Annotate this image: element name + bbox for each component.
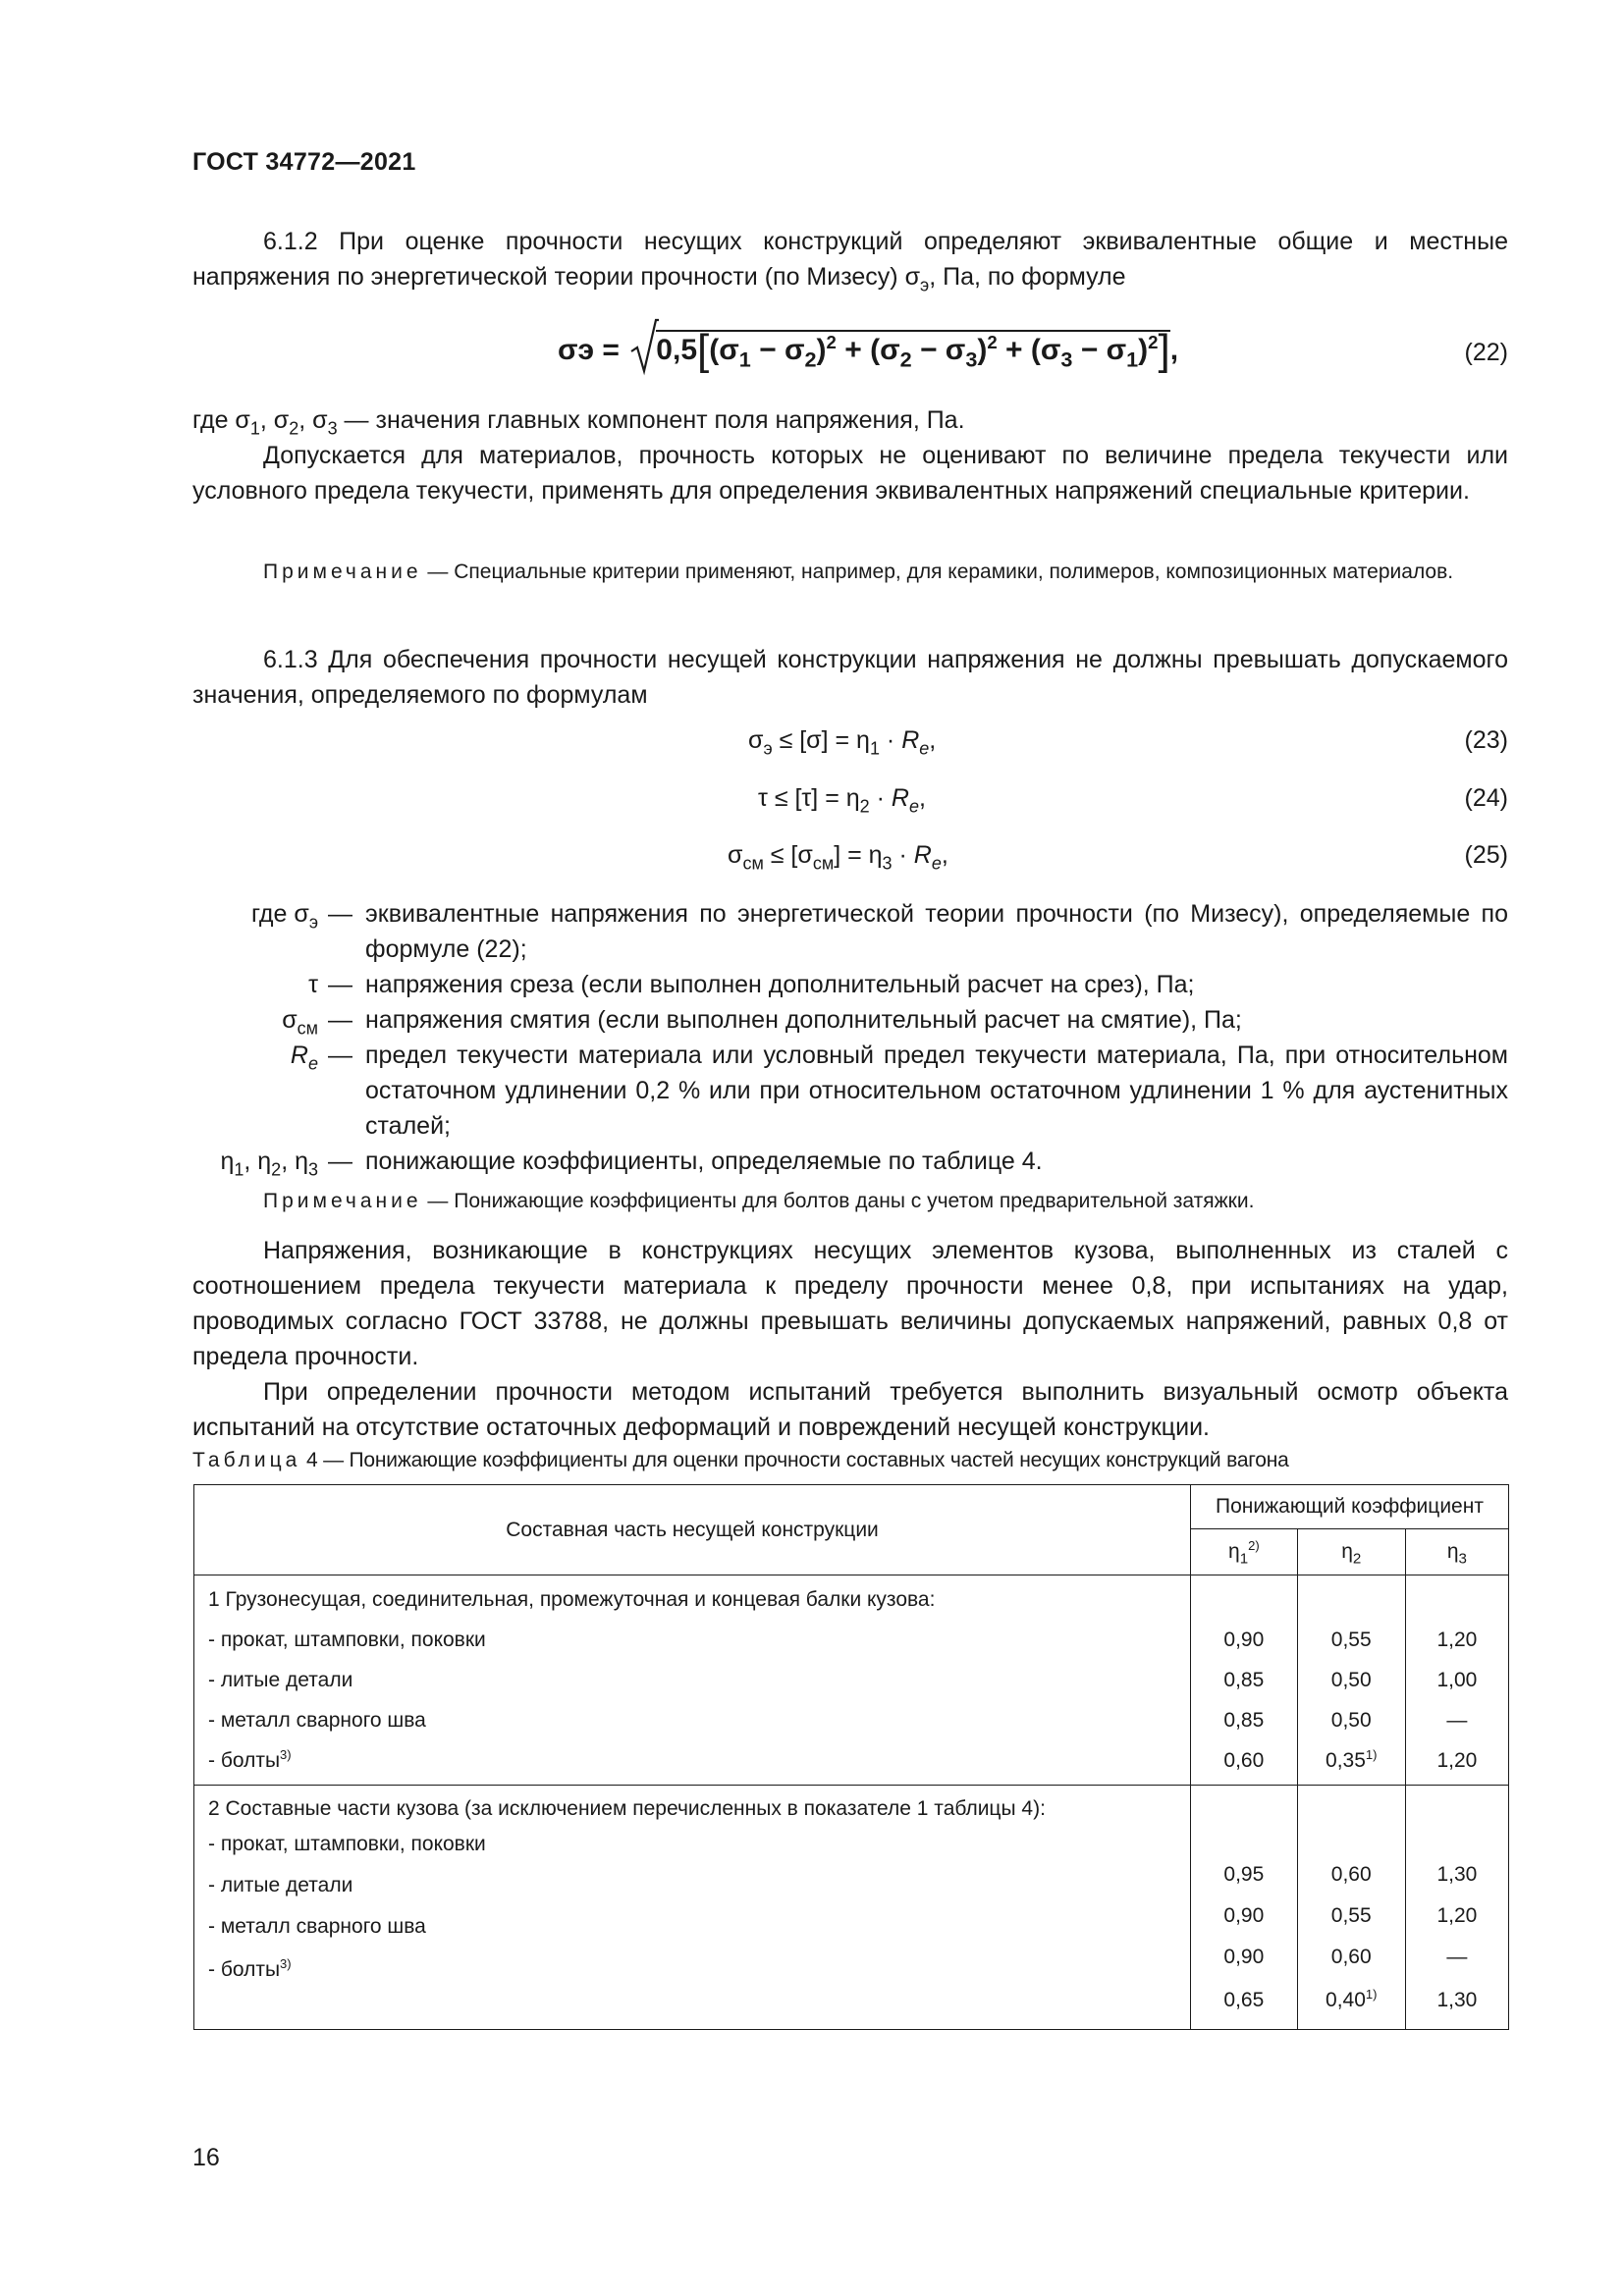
- cell-value: 1,20: [1436, 1904, 1478, 1927]
- footnote-mark: 1): [1365, 1987, 1378, 2002]
- table-row-name: - металл сварного шва: [208, 1709, 426, 1732]
- formula-25-number: (25): [1464, 841, 1508, 869]
- group-title: 1 Грузонесущая, соединительная, промежуточная и концевая балки кузова:: [208, 1588, 936, 1611]
- cell-value: 0,90: [1223, 1904, 1265, 1927]
- note-1: [192, 556, 1508, 588]
- paragraph-impact-stress: Напряжения, возникающие в конструкциях несущих элементов кузова, выполненных из сталей с соотношением предела текучести материала к пределу прочности менее 0,8, при испытаниях на удар, проводимых согласно ГОСТ 33788, не должны превышать величины допускаемых напряжений, равных 0,8 от предела прочности.: [192, 1237, 1508, 1370]
- note-text: — Понижающие коэффициенты для болтов даны с учетом предварительной затяжки.: [427, 1190, 1255, 1212]
- note-label: Примечание: [263, 561, 422, 583]
- formula-23: $\sigma_э \le [\sigma] = \eta_1 \cdot R_e$,: [748, 726, 937, 759]
- note-label: Примечание: [263, 1190, 422, 1212]
- cell-value: 0,90: [1223, 1946, 1265, 1968]
- table-caption-text: 4 — Понижающие коэффициенты для оценки прочности составных частей несущих конструкций вагона: [305, 1449, 1289, 1471]
- cell-value: 0,50: [1330, 1669, 1372, 1691]
- table-group-row: [194, 1786, 1509, 2030]
- definitions-list: [0, 896, 1624, 1191]
- definition-text-sigma-cm: напряжения смятия (если выполнен дополнительный расчет на смятие), Па;: [365, 1006, 1242, 1034]
- definition-text-tau: напряжения среза (если выполнен дополнительный расчет на срез), Па;: [365, 971, 1195, 998]
- definition-symbol-re: $R_e$: [290, 1041, 318, 1074]
- table-row-name: [208, 1948, 1190, 1993]
- eta1-footnote: 2): [1248, 1538, 1260, 1554]
- radical-sign-icon: [629, 318, 659, 377]
- formula-22-term3: $(\sigma_3 - \sigma_1)$: [1030, 334, 1149, 372]
- table-row-name: - литые детали: [208, 1669, 353, 1691]
- formula-25: $\sigma_{см} \le [\sigma_{см}] = \eta_3 \cdot R_e$,: [728, 841, 948, 874]
- cell-value: —: [1446, 1709, 1468, 1732]
- row-label: - болты: [208, 1749, 281, 1772]
- cell-value: [1298, 1978, 1405, 2023]
- table-caption-label: Таблица: [192, 1449, 301, 1471]
- cell-value: 1,30: [1436, 1863, 1478, 1886]
- cell-value: 0,85: [1223, 1709, 1265, 1732]
- formula-22-term2: $(\sigma_2 - \sigma_3)$: [870, 334, 988, 372]
- cell-value: —: [1446, 1946, 1468, 1968]
- formula-22-term1: $(\sigma_1 - \sigma_2)$: [709, 334, 827, 372]
- group-2-eta1: [1191, 1786, 1298, 2030]
- header-eta3: $\eta_3$: [1405, 1529, 1508, 1575]
- plus-sign: +: [1005, 334, 1023, 366]
- definition-text-re: предел текучести материала или условный предел текучести материала, Па, при относительном остаточном удлинении 0,2 % или при относительном остаточном удлинении 1 % для аустенитных сталей;: [365, 1041, 1508, 1140]
- table-row-name: - литые детали: [208, 1874, 353, 1896]
- header-eta2: $\eta_2$: [1297, 1529, 1405, 1575]
- header-part: Составная часть несущей конструкции: [194, 1485, 1191, 1575]
- exponent: 2: [1148, 331, 1159, 352]
- page-number: 16: [192, 2144, 220, 2171]
- footnote-mark: 3): [280, 1747, 292, 1763]
- cell-value: 0,90: [1223, 1629, 1265, 1651]
- definition-principal-stresses: [192, 402, 1508, 438]
- cell-value: 0,55: [1330, 1904, 1372, 1927]
- cell-value: 1,20: [1436, 1749, 1478, 1772]
- paragraph-6-1-2: 6.1.2 При оценке прочности несущих конструкций определяют эквивалентные общие и местные напряжения по энергетической теории прочности (по Мизесу) $\sigma_э$, Па, по формуле: [192, 228, 1508, 295]
- group-2-cell: [194, 1786, 1191, 2030]
- cell-value: 0,95: [1223, 1863, 1265, 1886]
- note-2: [192, 1185, 1508, 1217]
- definition-dash: —: [328, 971, 352, 998]
- header-eta1: [1191, 1529, 1298, 1575]
- definition-dash: —: [328, 900, 352, 928]
- definition-symbol-sigma-cm: $\sigma_{см}$: [282, 1006, 318, 1039]
- table-row-name: - прокат, штамповки, поковки: [208, 1629, 486, 1651]
- formula-22-number: (22): [1464, 339, 1508, 366]
- exponent: 2: [987, 331, 998, 352]
- paragraph-allowed-criteria: Допускается для материалов, прочность которых не оценивают по величине предела текучести или условного предела текучести, применять для определения эквивалентных напряжений специальные критерии.: [192, 442, 1508, 505]
- definition-symbol-tau: τ: [308, 971, 318, 998]
- definition-dash: —: [328, 1041, 352, 1069]
- paragraph-visual-inspection: При определении прочности методом испытаний требуется выполнить визуальный осмотр объекта испытаний на отсутствие остаточных деформаций и повреждений несущей конструкции.: [192, 1378, 1508, 1441]
- footnote-mark: 3): [280, 1956, 292, 1972]
- definition-symbol-eta: $\eta_1$, $\eta_2$, $\eta_3$: [220, 1148, 318, 1180]
- cell-value: [1298, 1740, 1405, 1781]
- exponent: 2: [826, 331, 837, 352]
- cell-value: 1,20: [1436, 1629, 1478, 1651]
- table-group-row: [194, 1575, 1509, 1786]
- eta1-label: $\eta_1$: [1228, 1540, 1249, 1568]
- definition-dash: —: [344, 406, 369, 434]
- formula-23-number: (23): [1464, 726, 1508, 754]
- row-label: - болты: [208, 1958, 281, 1981]
- cell-value: 0,60: [1330, 1946, 1372, 1968]
- definition-symbol-sigma-e: где $\sigma_э$: [250, 900, 318, 933]
- cell-value: 1,30: [1436, 1989, 1478, 2011]
- cell-value: 0,60: [1223, 1749, 1265, 1772]
- definition-text-eta: понижающие коэффициенты, определяемые по таблице 4.: [365, 1148, 1043, 1175]
- value: 0,40: [1326, 1989, 1366, 2011]
- group-1-eta1: [1191, 1575, 1298, 1786]
- table-caption: [192, 1449, 1508, 1472]
- value: 0,35: [1326, 1749, 1366, 1772]
- group-title: 2 Составные части кузова (за исключением перечисленных в показателе 1 таблицы 4):: [208, 1797, 1046, 1820]
- group-2-eta2: [1297, 1786, 1405, 2030]
- table-row-name: - металл сварного шва: [208, 1915, 426, 1938]
- table-row-name: [208, 1740, 1190, 1781]
- table-header-row: [194, 1485, 1509, 1529]
- definition-dash: —: [328, 1006, 352, 1034]
- cell-value: 0,60: [1330, 1863, 1372, 1886]
- document-header: ГОСТ 34772—2021: [192, 148, 416, 176]
- plus-sign: +: [844, 334, 862, 366]
- group-1-cell: [194, 1575, 1191, 1786]
- group-1-eta3: [1405, 1575, 1508, 1786]
- formula-22-comma: ,: [1169, 334, 1179, 366]
- note-text: — Специальные критерии применяют, например, для керамики, полимеров, композиционных материалов.: [427, 561, 1454, 583]
- formula-22-coef: 0,5: [656, 334, 698, 366]
- header-coefficient: Понижающий коэффициент: [1191, 1485, 1509, 1529]
- formula-24: $\tau \le [\tau] = \eta_2 \cdot R_e$,: [758, 784, 926, 817]
- paragraph-6-1-3: 6.1.3 Для обеспечения прочности несущей конструкции напряжения не должны превышать допускаемого значения, определяемого по формулам: [192, 646, 1508, 709]
- group-1-eta2: [1297, 1575, 1405, 1786]
- definition-dash: —: [328, 1148, 352, 1175]
- formula-22: $\sigma э = 0,5[(\sigma_1 - \sigma_2)^2 + (\sigma_2 - \sigma_3)^2 + (\sigma_3 - \sigma_1)^2]$,: [558, 318, 1178, 377]
- group-2-eta3: [1405, 1786, 1508, 2030]
- definition-text: значения главных компонент поля напряжения, Па.: [375, 406, 965, 434]
- definition-text-sigma-e: эквивалентные напряжения по энергетической теории прочности (по Мизесу), определяемые по формуле (22);: [365, 900, 1508, 963]
- cell-value: 0,85: [1223, 1669, 1265, 1691]
- footnote-mark: 1): [1365, 1747, 1378, 1763]
- cell-value: 1,00: [1436, 1669, 1478, 1691]
- cell-value: 0,50: [1330, 1709, 1372, 1732]
- cell-value: 0,65: [1223, 1989, 1265, 2011]
- formula-24-number: (24): [1464, 784, 1508, 812]
- reduction-coefficients-table: [193, 1484, 1509, 2030]
- definition-symbol: где $\sigma_1$, $\sigma_2$, $\sigma_3$: [192, 406, 338, 439]
- cell-value: 0,55: [1330, 1629, 1372, 1651]
- table-row-name: - прокат, штамповки, поковки: [208, 1833, 486, 1855]
- formula-22-lhs: σэ =: [558, 334, 620, 366]
